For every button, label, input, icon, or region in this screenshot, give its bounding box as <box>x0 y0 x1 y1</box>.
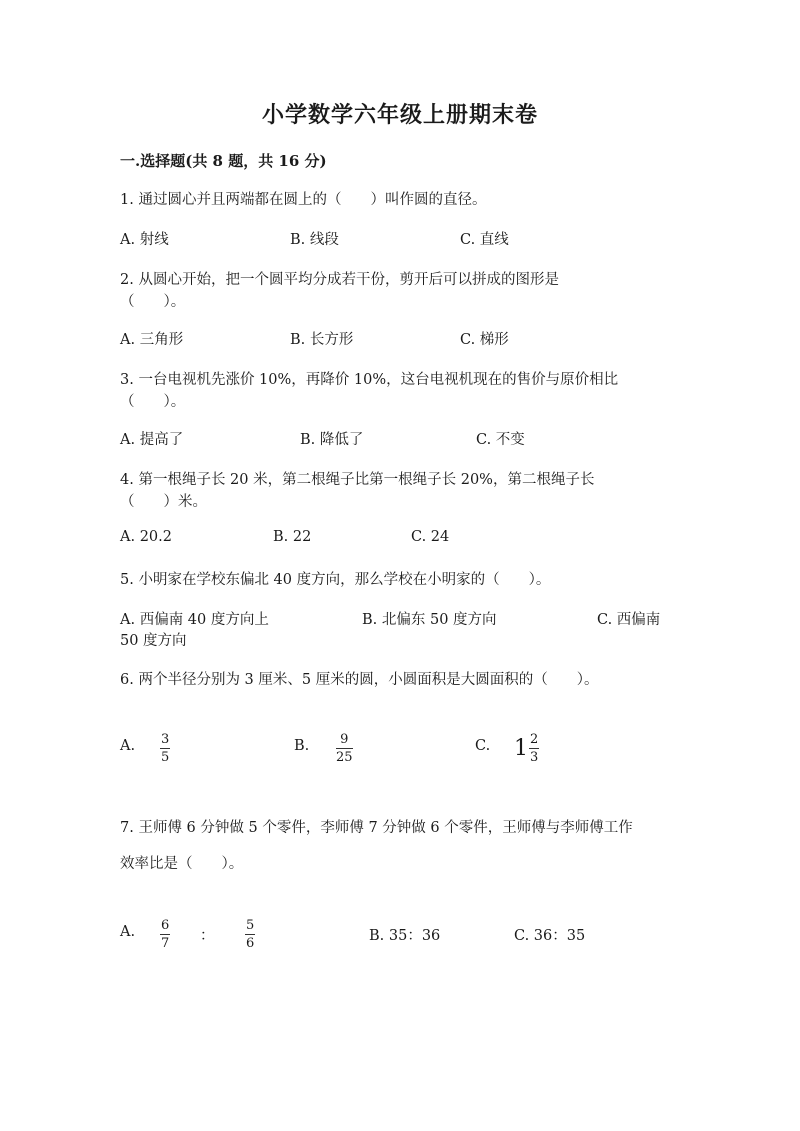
numerator: 2 <box>530 732 539 747</box>
q3-option-c: C. 不变 <box>476 432 525 448</box>
question-4-text-cont: （ ）米。 <box>120 494 207 510</box>
q6-option-a-fraction <box>160 732 170 765</box>
fraction-bar <box>336 748 353 749</box>
question-5-text: 5. 小明家在学校东偏北 40 度方向，那么学校在小明家的（ ）。 <box>120 572 551 588</box>
fraction-bar <box>529 748 539 749</box>
numerator: 6 <box>161 918 170 933</box>
q4-option-c: C. 24 <box>411 529 450 545</box>
q6-option-b-label: B. <box>294 738 310 754</box>
q5-option-c: C. 西偏南 <box>597 612 661 628</box>
q5-option-a: A. 西偏南 40 度方向上 <box>120 612 269 628</box>
q7-option-a-fraction-1 <box>160 918 170 951</box>
q6-option-c-label: C. <box>475 738 491 754</box>
q7-option-a-fraction-2 <box>245 918 255 951</box>
q2-option-a: A. 三角形 <box>120 332 184 348</box>
q2-option-c: C. 梯形 <box>460 332 509 348</box>
question-3-text: 3. 一台电视机先涨价 10%，再降价 10%，这台电视机现在的售价与原价相比 <box>120 372 619 388</box>
numerator: 9 <box>340 732 349 747</box>
q5-option-c-cont: 50 度方向 <box>120 633 187 649</box>
fraction-bar <box>245 934 255 935</box>
fraction-bar <box>160 748 170 749</box>
numerator: 5 <box>246 918 255 933</box>
ratio-separator: ： <box>200 928 215 944</box>
question-7-text-cont: 效率比是（ ）。 <box>120 856 244 872</box>
q1-option-b: B. 线段 <box>290 232 339 248</box>
question-2-text: 2. 从圆心开始，把一个圆平均分成若干份，剪开后可以拼成的图形是 <box>120 272 559 288</box>
q6-option-a-label: A. <box>120 738 136 754</box>
q2-option-b: B. 长方形 <box>290 332 354 348</box>
denominator: 3 <box>530 750 539 765</box>
denominator: 6 <box>246 936 255 951</box>
question-4-text: 4. 第一根绳子长 20 米，第二根绳子比第一根绳子长 20%，第二根绳子长 <box>120 472 595 488</box>
question-2-text-cont: （ ）。 <box>120 294 186 310</box>
q1-option-a: A. 射线 <box>120 232 169 248</box>
page-title: 小学数学六年级上册期末卷 <box>261 102 538 128</box>
q1-option-c: C. 直线 <box>460 232 509 248</box>
q7-option-c: C. 36：35 <box>514 928 586 944</box>
q7-option-b: B. 35：36 <box>369 928 441 944</box>
q3-option-b: B. 降低了 <box>300 432 364 448</box>
denominator: 7 <box>161 936 170 951</box>
q3-option-a: A. 提高了 <box>120 432 184 448</box>
q6-option-c-mixed-number <box>514 732 539 765</box>
whole-part: 1 <box>514 736 528 761</box>
question-1-text: 1. 通过圆心并且两端都在圆上的（ ）叫作圆的直径。 <box>120 192 487 208</box>
q5-option-b: B. 北偏东 50 度方向 <box>362 612 497 628</box>
question-3-text-cont: （ ）。 <box>120 394 186 410</box>
section-heading: 一.选择题(共 8 题，共 16 分) <box>120 152 327 170</box>
fraction-part <box>529 732 539 765</box>
question-6-text: 6. 两个半径分别为 3 厘米、5 厘米的圆，小圆面积是大圆面积的（ ）。 <box>120 672 599 688</box>
question-7-text: 7. 王师傅 6 分钟做 5 个零件，李师傅 7 分钟做 6 个零件，王师傅与李师傅工作 <box>120 820 633 836</box>
q4-option-a: A. 20.2 <box>120 529 172 545</box>
q6-option-b-fraction <box>336 732 353 765</box>
q4-option-b: B. 22 <box>273 529 312 545</box>
q7-option-a-label: A. <box>120 924 136 940</box>
denominator: 25 <box>336 750 353 765</box>
denominator: 5 <box>161 750 170 765</box>
numerator: 3 <box>161 732 170 747</box>
fraction-bar <box>160 934 170 935</box>
